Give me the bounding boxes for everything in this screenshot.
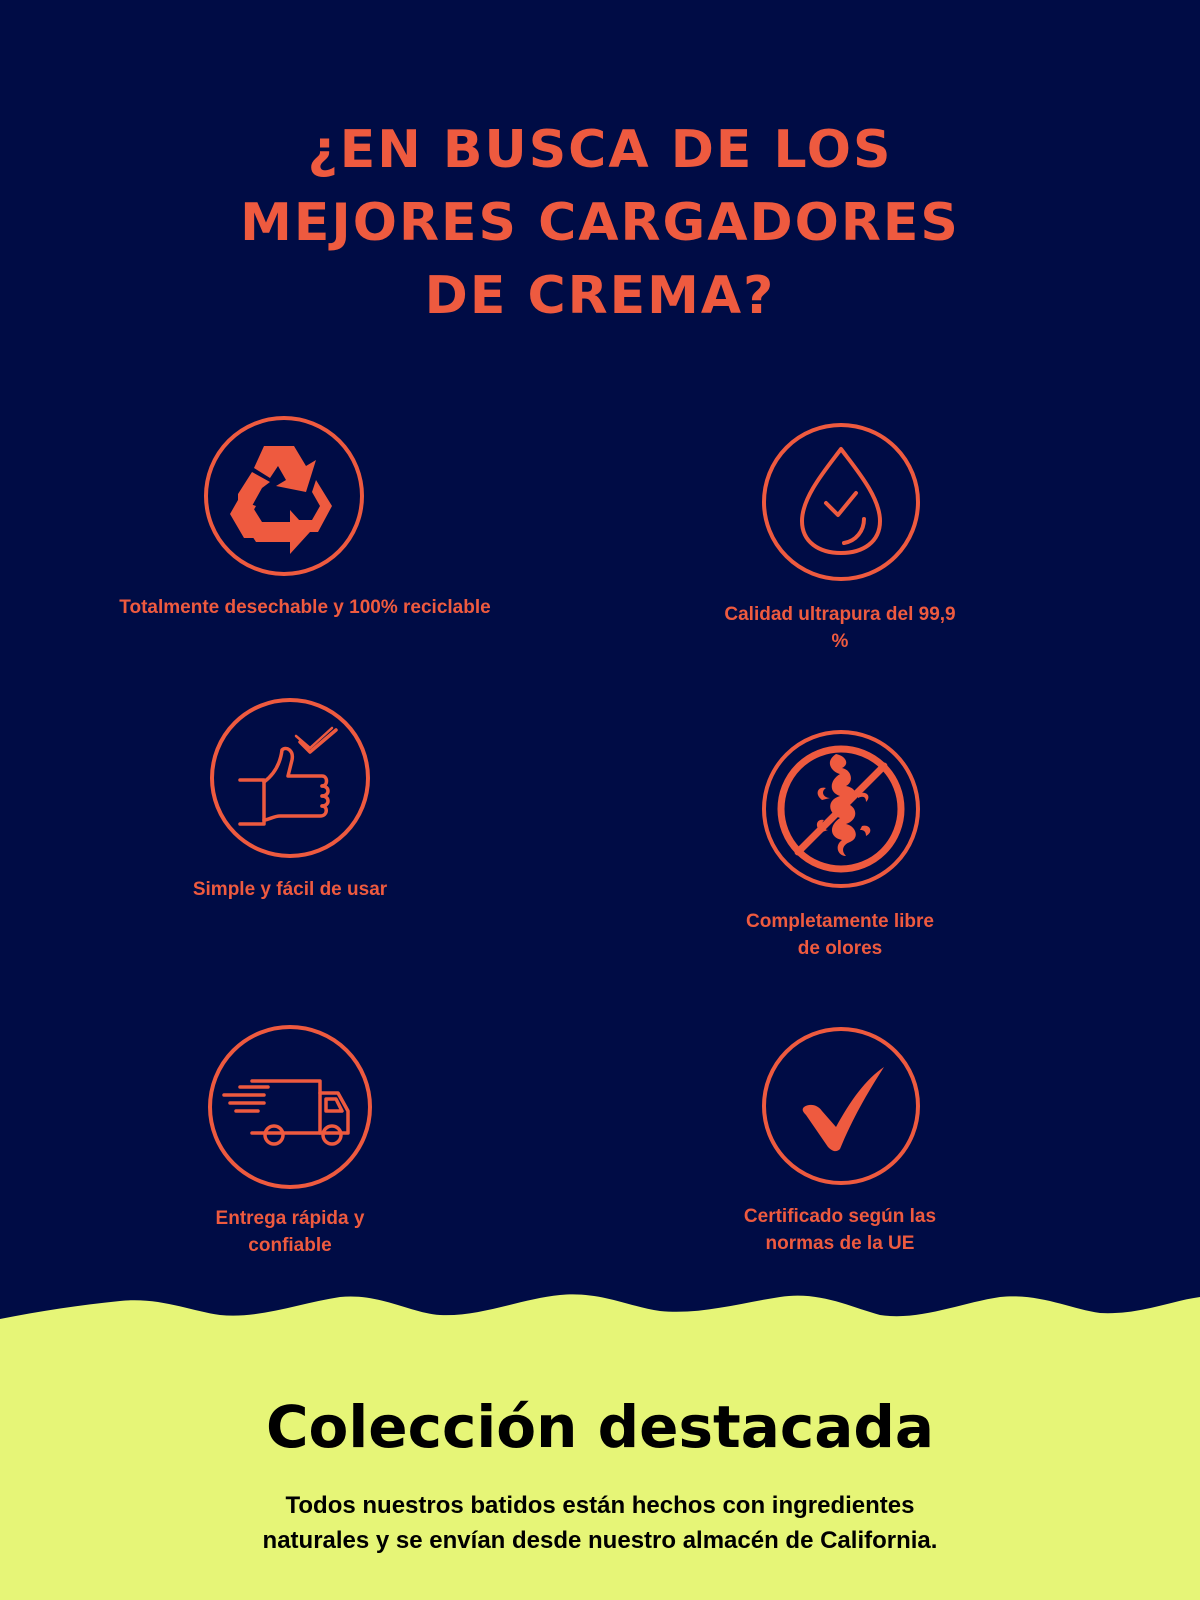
hero-title-line-1: ¿EN BUSCA DE LOS	[307, 120, 893, 180]
feature-icon-circle	[204, 416, 364, 576]
feature-recyclable	[110, 416, 500, 616]
feature-odor-free	[700, 730, 980, 960]
feature-label: Certificado según las normas de la UE	[743, 1206, 937, 1254]
delivery-truck-icon	[212, 1029, 368, 1185]
feature-icon-circle	[762, 1027, 920, 1185]
collection-title: Colección destacada	[265, 1393, 935, 1461]
feature-icon-circle	[762, 423, 920, 581]
feature-fast-delivery	[190, 1025, 390, 1255]
feature-label: Simple y fácil de usar	[192, 879, 388, 900]
feature-label: Entrega rápida y confiable	[215, 1208, 365, 1256]
feature-icon-circle	[210, 698, 370, 858]
feature-icon-circle	[208, 1025, 372, 1189]
recycle-icon	[208, 420, 360, 572]
hero-title-line-2: MEJORES CARGADORES	[240, 193, 960, 253]
collection-description-line-2: naturales y se envían desde nuestro almacén de California.	[262, 1527, 938, 1554]
feature-icon-circle	[762, 730, 920, 888]
featured-collection-section	[0, 1330, 1200, 1600]
collection-description	[150, 1488, 1050, 1558]
feature-purity	[700, 423, 980, 653]
feature-label: Calidad ultrapura del 99,9 %	[724, 604, 956, 652]
droplet-check-icon	[766, 427, 916, 577]
hero-title	[150, 114, 1050, 333]
thumbs-up-check-icon	[214, 702, 366, 854]
feature-easy-use	[150, 698, 430, 908]
feature-label: Totalmente desechable y 100% reciclable	[119, 597, 491, 618]
feature-eu-certified	[700, 1027, 980, 1257]
feature-label: Completamente libre de olores	[746, 911, 934, 959]
no-odor-icon	[766, 734, 916, 884]
hero-title-line-3: DE CREMA?	[424, 266, 776, 326]
checkmark-icon	[766, 1031, 916, 1181]
collection-description-line-1: Todos nuestros batidos están hechos con ingredientes	[285, 1492, 915, 1519]
